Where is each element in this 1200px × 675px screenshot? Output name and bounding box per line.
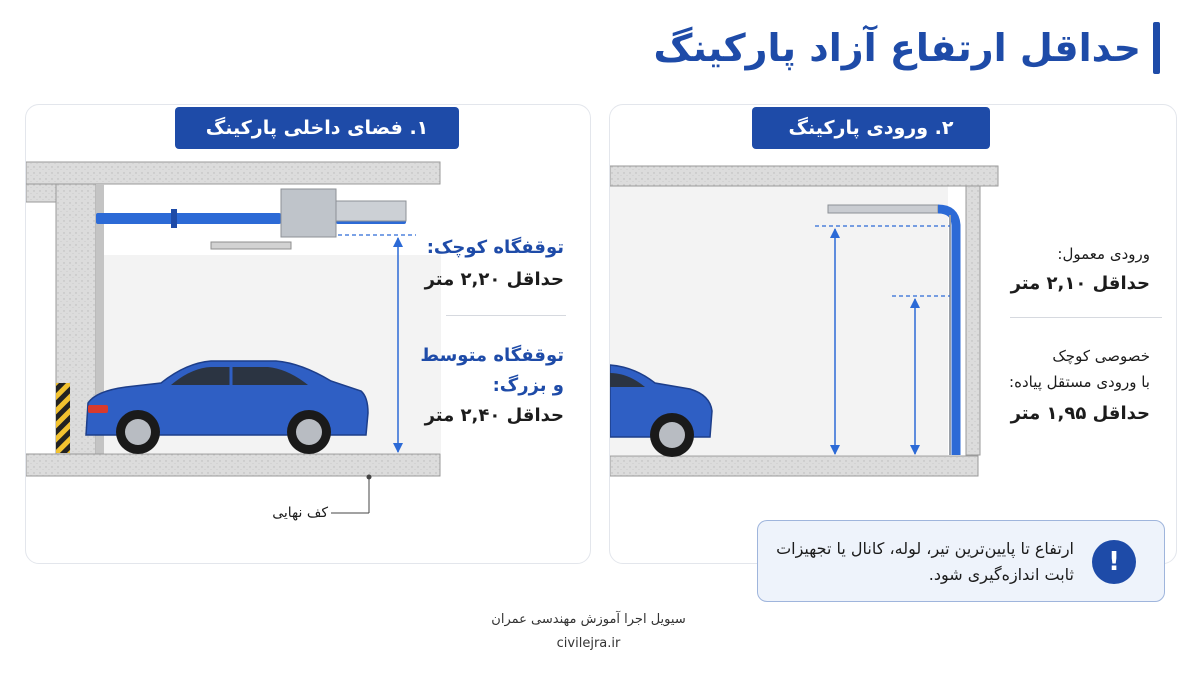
page-title: حداقل ارتفاع آزاد پارکینگ	[653, 26, 1141, 70]
note-text: ارتفاع تا پایین‌ترین تیر، لوله، کانال یا تجهیزات ثابت اندازه‌گیری شود.	[776, 539, 1074, 584]
floor-slab	[610, 456, 978, 476]
parking-entrance-illustration	[610, 105, 1177, 564]
large-car-label-1: توقفگاه متوسط	[420, 345, 564, 366]
footer-url: civilejra.ir	[556, 636, 621, 651]
panel-parking-entrance	[609, 104, 1177, 564]
entrance-wall	[966, 186, 980, 455]
small-car-label: توقفگاه کوچک:	[426, 237, 564, 258]
panel-parking-interior	[25, 104, 591, 564]
dim-arrow-top	[393, 237, 403, 247]
exclamation-icon: !	[1092, 540, 1136, 584]
private-entrance-label-2: با ورودی مستقل پیاده:	[1009, 373, 1150, 391]
light-fixture	[211, 242, 291, 249]
badge-interior: ۱. فضای داخلی پارکینگ	[175, 107, 459, 149]
private-entrance-label-1: خصوصی کوچک	[1052, 347, 1150, 365]
large-car-value: حداقل ۲,۴۰ متر	[424, 405, 564, 426]
floor-slab	[26, 454, 440, 476]
ceiling-slab	[610, 166, 998, 186]
corner-guard	[56, 383, 70, 453]
measurement-note	[757, 520, 1165, 602]
small-car-value: حداقل ۲,۲۰ متر	[424, 269, 564, 290]
label-divider	[1010, 317, 1162, 318]
private-entrance-value: حداقل ۱,۹۵ متر	[1010, 403, 1150, 424]
normal-entrance-value: حداقل ۲,۱۰ متر	[1010, 273, 1150, 294]
badge-entrance: ۲. ورودی پارکینگ	[752, 107, 990, 149]
title-accent-bar	[1153, 22, 1160, 74]
duct	[336, 201, 406, 221]
duct-unit	[281, 189, 336, 237]
pipe-flange	[171, 209, 177, 228]
pipe	[96, 213, 281, 224]
large-car-label-2: و بزرگ:	[492, 375, 564, 396]
normal-entrance-label: ورودی معمول:	[1057, 245, 1150, 263]
label-divider	[446, 315, 566, 316]
footer-brand: سیویل اجرا آموزش مهندسی عمران	[491, 612, 686, 627]
floor-label: کف نهایی	[272, 505, 328, 521]
title-block	[654, 22, 1160, 74]
ceiling-slab	[26, 162, 440, 184]
parking-interior-illustration	[26, 105, 591, 564]
floor-callout-dot	[367, 475, 372, 480]
